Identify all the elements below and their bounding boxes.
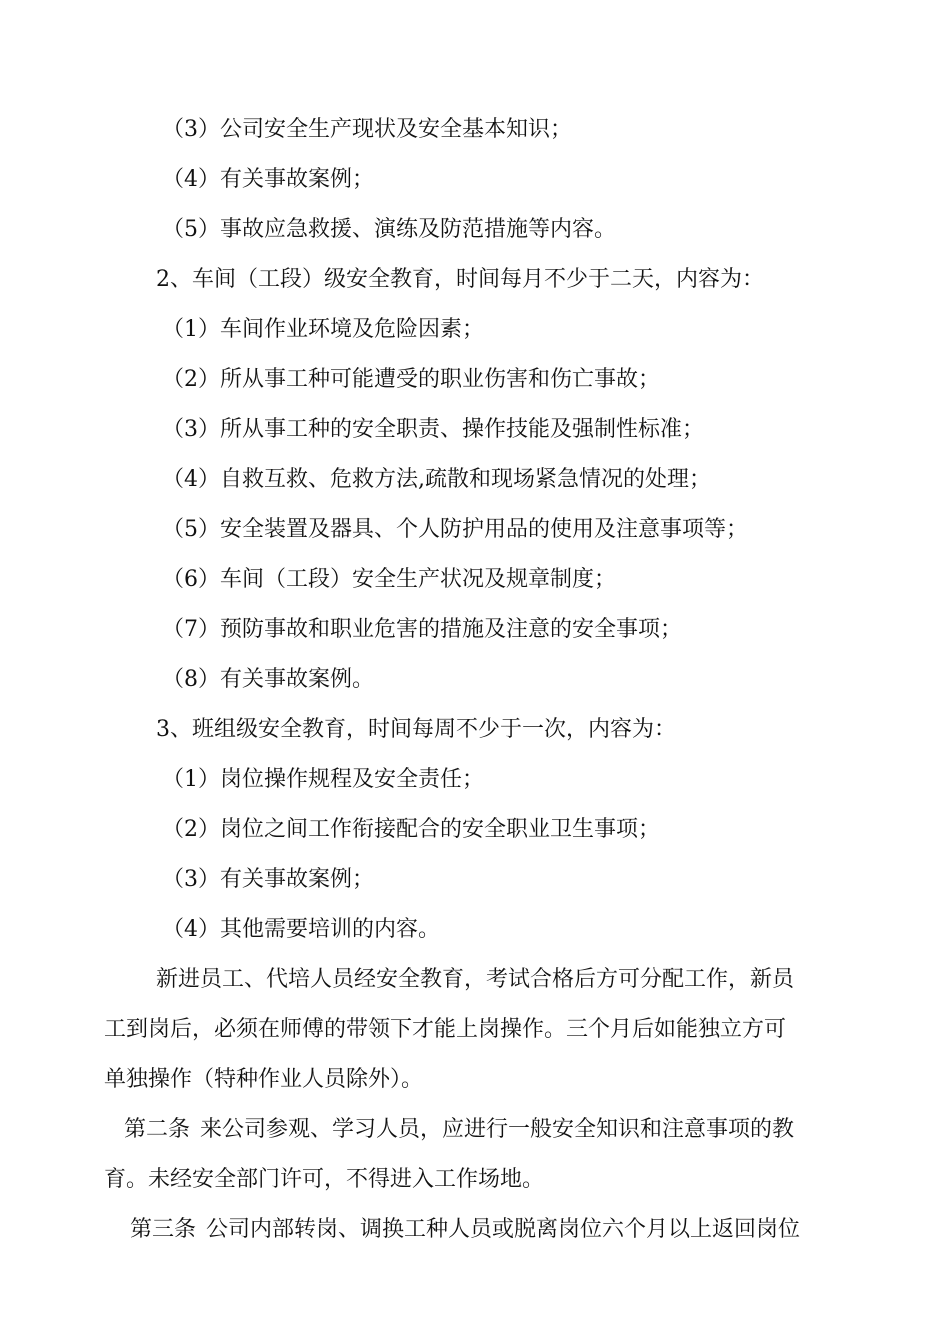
article-2-line-1 bbox=[0, 1115, 950, 1145]
list-item-3: （3）有关事故案例； bbox=[162, 867, 374, 892]
list-item-4: （4）有关事故案例； bbox=[162, 167, 374, 192]
article-2-text: 来公司参观、学习人员，应进行一般安全知识和注意事项的教 bbox=[200, 1117, 795, 1142]
list-item-1: （1）岗位操作规程及安全责任； bbox=[162, 767, 484, 792]
article-2-line-2: 育。未经安全部门许可，不得进入工作场地。 bbox=[104, 1167, 545, 1192]
paragraph-new-staff-line-3: 单独操作（特种作业人员除外）。 bbox=[104, 1067, 424, 1092]
paragraph-new-staff-line-2: 工到岗后，必须在师傅的带领下才能上岗操作。三个月后如能独立方可 bbox=[104, 1017, 787, 1042]
list-item-4: （4）自救互救、危救方法,疏散和现场紧急情况的处理； bbox=[162, 467, 711, 492]
section-heading-workshop: 2、车间（工段）级安全教育，时间每月不少于二天，内容为： bbox=[156, 267, 764, 292]
list-item-3: （3）公司安全生产现状及安全基本知识； bbox=[162, 117, 572, 142]
list-item-5: （5）事故应急救援、演练及防范措施等内容。 bbox=[162, 217, 616, 242]
article-3-line-1 bbox=[0, 1215, 950, 1245]
list-item-2: （2）岗位之间工作衔接配合的安全职业卫生事项； bbox=[162, 817, 660, 842]
article-3-text: 公司内部转岗、调换工种人员或脱离岗位六个月以上返回岗位 bbox=[206, 1217, 801, 1242]
list-item-5: （5）安全装置及器具、个人防护用品的使用及注意事项等； bbox=[162, 517, 748, 542]
list-item-6: （6）车间（工段）安全生产状况及规章制度； bbox=[162, 567, 616, 592]
list-item-7: （7）预防事故和职业危害的措施及注意的安全事项； bbox=[162, 617, 682, 642]
list-item-4: （4）其他需要培训的内容。 bbox=[162, 917, 440, 942]
list-item-2: （2）所从事工种可能遭受的职业伤害和伤亡事故； bbox=[162, 367, 660, 392]
paragraph-new-staff-line-1: 新进员工、代培人员经安全教育，考试合格后方可分配工作，新员 bbox=[156, 967, 795, 992]
section-heading-team: 3、班组级安全教育，时间每周不少于一次，内容为： bbox=[156, 717, 676, 742]
list-item-8: （8）有关事故案例。 bbox=[162, 667, 374, 692]
article-2-label: 第二条 bbox=[124, 1117, 191, 1142]
list-item-3: （3）所从事工种的安全职责、操作技能及强制性标准； bbox=[162, 417, 704, 442]
list-item-1: （1）车间作业环境及危险因素； bbox=[162, 317, 484, 342]
article-3-label: 第三条 bbox=[130, 1217, 197, 1242]
